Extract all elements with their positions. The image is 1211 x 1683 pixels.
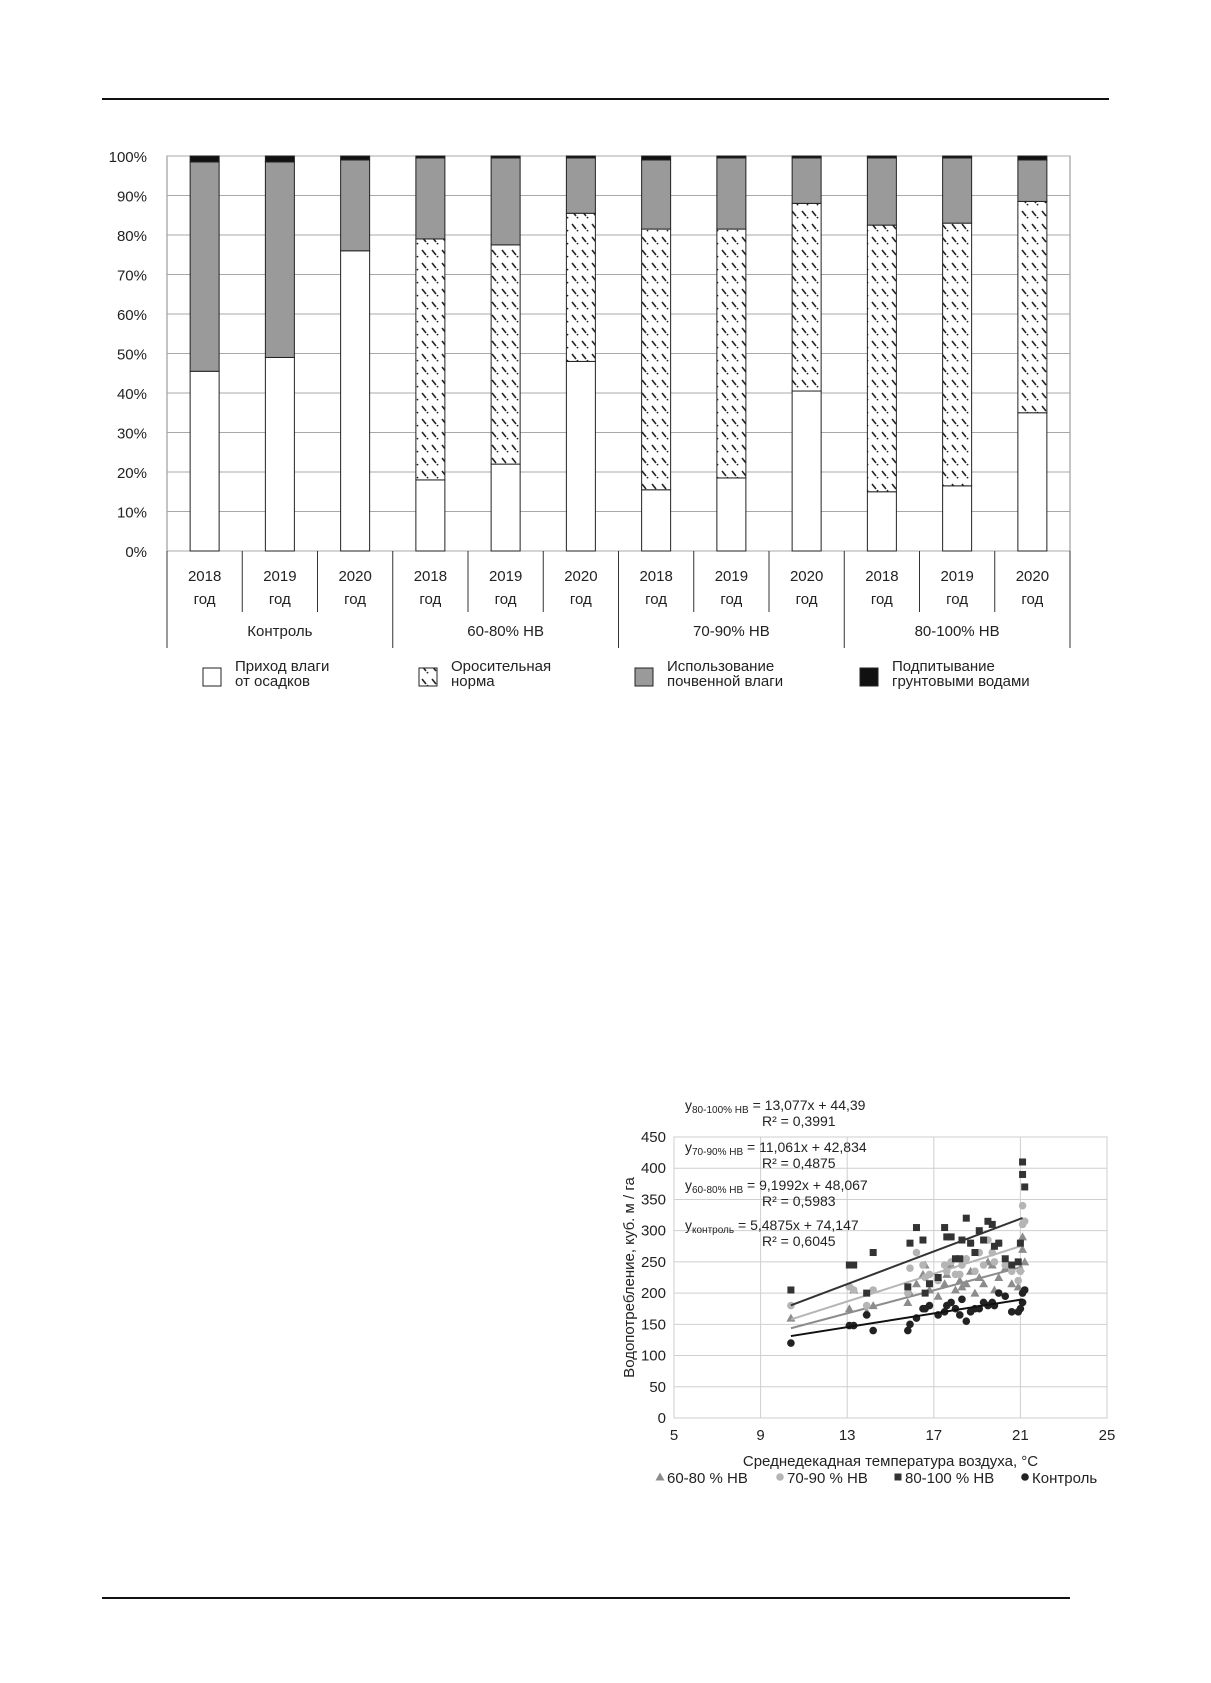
y-tick-label: 400 [640, 1160, 666, 1178]
scatter-point-1 [903, 1298, 912, 1306]
legend-label: Подпитывание [892, 658, 995, 675]
scatter-point-3 [941, 1224, 948, 1231]
legend-label: от осадков [235, 673, 311, 690]
y-tick-label: 60% [116, 307, 147, 324]
scatter-point-2 [850, 1286, 858, 1294]
scatter-point-4 [1001, 1292, 1009, 1300]
scatter-point-4 [947, 1299, 955, 1307]
y-tick-label: 70% [116, 267, 147, 285]
scatter-point-3 [980, 1237, 987, 1244]
x-tick-unit: год [268, 591, 291, 608]
scatter-point-3 [1017, 1240, 1024, 1247]
scatter-point-3 [870, 1249, 877, 1256]
scatter-point-2 [1001, 1261, 1009, 1269]
legend-label: норма [451, 673, 495, 690]
scatter-point-2 [962, 1255, 970, 1263]
r-squared-label: R² = 0,5983 [762, 1193, 836, 1209]
y-tick-label: 100 [640, 1347, 666, 1365]
legend-label: Приход влаги [235, 658, 330, 675]
equation-subscript: контроль [692, 1225, 735, 1236]
legend-marker-3 [895, 1474, 902, 1481]
x-tick-label: 25 [1098, 1427, 1116, 1444]
scatter-point-2 [863, 1302, 871, 1310]
equation-formula: = 9,1992x + 48,067 [743, 1177, 868, 1193]
y-tick-label: 450 [640, 1129, 666, 1146]
scatter-point-4 [956, 1311, 964, 1319]
trend-line-1 [791, 1267, 1023, 1328]
y-tick-label: 0% [125, 544, 147, 561]
x-tick-year: 2019 [488, 568, 523, 585]
legend-label: Использование [667, 658, 775, 675]
scatter-point-3 [926, 1280, 933, 1287]
plot-area-border [674, 1137, 1107, 1418]
scatter-point-3 [787, 1286, 794, 1293]
scatter-point-4 [1008, 1308, 1016, 1316]
legend-label: 80-100 % НВ [905, 1470, 995, 1487]
scatter-point-4 [906, 1321, 914, 1329]
x-tick-year: 2020 [564, 568, 598, 585]
scatter-point-3 [1019, 1171, 1026, 1178]
scatter-point-3 [913, 1224, 920, 1231]
legend-label: 70-90 % НВ [787, 1470, 868, 1487]
scatter-point-3 [956, 1255, 963, 1262]
x-tick-label: 5 [669, 1427, 679, 1444]
scatter-point-3 [948, 1233, 955, 1240]
scatter-point-4 [995, 1289, 1003, 1297]
r-squared-label: R² = 0,4875 [762, 1155, 836, 1171]
y-tick-label: 0 [657, 1410, 666, 1427]
scatter-point-3 [919, 1237, 926, 1244]
scatter-point-4 [1021, 1286, 1029, 1294]
x-tick-year: 2019 [940, 568, 974, 585]
equation-formula: = 5,4875x + 74,147 [734, 1217, 859, 1233]
y-tick-label: 90% [116, 188, 147, 206]
y-tick-label: 150 [640, 1316, 666, 1334]
equation-formula: = 11,061x + 42,834 [743, 1139, 867, 1155]
x-tick-year: 2018 [639, 568, 673, 585]
x-tick-year: 2019 [714, 568, 749, 585]
scatter-point-4 [863, 1311, 871, 1319]
x-tick-unit: год [193, 591, 216, 608]
x-tick-year: 2018 [413, 568, 448, 585]
y-tick-label: 300 [640, 1222, 666, 1240]
x-tick-label: 9 [756, 1427, 765, 1444]
legend-label: Контроль [1032, 1470, 1098, 1487]
x-tick-year: 2020 [338, 568, 372, 585]
equation-subscript: 70-90% НВ [692, 1147, 744, 1158]
x-tick-unit: год [569, 591, 592, 608]
scatter-point-2 [1014, 1277, 1022, 1285]
scatter-point-3 [1008, 1262, 1015, 1269]
x-tick-unit: год [946, 591, 969, 608]
group-label: 80-100% НВ [914, 623, 1000, 640]
x-tick-unit: год [645, 591, 668, 608]
scatter-point-2 [904, 1289, 912, 1297]
legend-label: 60-80 % НВ [667, 1470, 748, 1487]
legend-marker-4 [1021, 1473, 1029, 1481]
scatter-point-4 [962, 1317, 970, 1325]
scatter-point-3 [904, 1283, 911, 1290]
x-tick-year: 2020 [789, 568, 824, 585]
scatter-point-2 [913, 1249, 921, 1257]
y-tick-label: 250 [640, 1253, 666, 1271]
x-axis-title: Среднедекадная температура воздуха, °С [742, 1453, 1039, 1470]
equation-formula: = 13,077x + 44,39 [748, 1097, 866, 1113]
x-tick-unit: год [720, 591, 743, 608]
equation-variable: y [685, 1217, 692, 1233]
scatter-point-3 [850, 1262, 857, 1269]
equation-subscript: 60-80% НВ [692, 1185, 744, 1196]
equation-variable: y [685, 1097, 692, 1113]
x-tick-unit: год [494, 591, 517, 608]
y-axis-title: Водопотребление, куб. м / га [621, 1177, 638, 1378]
x-tick-unit: год [870, 591, 893, 608]
legend-label: грунтовыми водами [892, 673, 1030, 690]
x-tick-unit: год [344, 591, 367, 608]
scatter-point-3 [967, 1240, 974, 1247]
scatter-point-3 [989, 1221, 996, 1228]
legend-marker-1 [656, 1473, 665, 1481]
x-tick-unit: год [419, 591, 442, 608]
y-tick-label: 350 [640, 1191, 666, 1209]
x-tick-year: 2018 [187, 568, 222, 585]
scatter-point-3 [963, 1215, 970, 1222]
r-squared-label: R² = 0,3991 [762, 1113, 836, 1129]
scatter-point-3 [1015, 1258, 1022, 1265]
y-tick-label: 100% [108, 149, 147, 166]
scatter-point-2 [991, 1258, 999, 1266]
scatter-point-2 [1017, 1267, 1025, 1275]
scatter-point-3 [995, 1240, 1002, 1247]
y-tick-label: 20% [116, 465, 147, 482]
scatter-point-2 [906, 1264, 914, 1272]
x-tick-label: 17 [925, 1427, 943, 1444]
scatter-point-3 [922, 1290, 929, 1297]
y-tick-label: 50 [649, 1378, 666, 1396]
y-tick-label: 50% [116, 346, 147, 364]
scatter-point-1 [1018, 1232, 1027, 1240]
scatter-point-2 [1019, 1202, 1027, 1210]
scatter-point-3 [1019, 1158, 1026, 1165]
x-tick-unit: год [795, 591, 818, 608]
r-squared-label: R² = 0,6045 [762, 1233, 836, 1249]
group-label: Контроль [247, 623, 313, 640]
equation-variable: y [685, 1139, 692, 1155]
y-tick-label: 40% [116, 386, 147, 403]
scatter-point-2 [919, 1261, 927, 1269]
y-tick-label: 200 [640, 1285, 666, 1303]
scatter-point-3 [971, 1249, 978, 1256]
x-tick-year: 2020 [1015, 568, 1050, 585]
scatter-point-2 [980, 1261, 988, 1269]
scatter-point-2 [787, 1302, 795, 1310]
y-tick-label: 80% [116, 228, 147, 245]
y-tick-label: 30% [116, 425, 147, 443]
x-tick-unit: год [1021, 591, 1044, 608]
scatter-point-4 [787, 1339, 795, 1347]
x-tick-label: 21 [1012, 1427, 1029, 1444]
equation-subscript: 80-100% НВ [692, 1105, 749, 1116]
scatter-point-3 [935, 1274, 942, 1281]
scatter-point-3 [1021, 1183, 1028, 1190]
x-tick-year: 2019 [263, 568, 297, 585]
equation-variable: y [685, 1177, 692, 1193]
group-label: 60-80% НВ [467, 623, 544, 640]
scatter-point-3 [906, 1240, 913, 1247]
legend-marker-2 [776, 1473, 784, 1481]
scatter-point-3 [1002, 1255, 1009, 1262]
scatter-point-3 [863, 1290, 870, 1297]
y-tick-label: 10% [116, 504, 147, 522]
legend-label: Оросительная [451, 658, 552, 675]
group-label: 70-90% НВ [693, 623, 770, 640]
scatter-point-4 [958, 1296, 966, 1304]
x-tick-year: 2018 [865, 568, 899, 585]
scatter-point-4 [926, 1302, 934, 1310]
scatter-point-2 [1008, 1267, 1016, 1275]
scatter-point-2 [956, 1271, 964, 1279]
x-tick-label: 13 [838, 1427, 856, 1444]
legend-label: почвенной влаги [667, 673, 784, 690]
scatter-point-2 [971, 1267, 979, 1275]
scatter-point-4 [869, 1327, 877, 1335]
